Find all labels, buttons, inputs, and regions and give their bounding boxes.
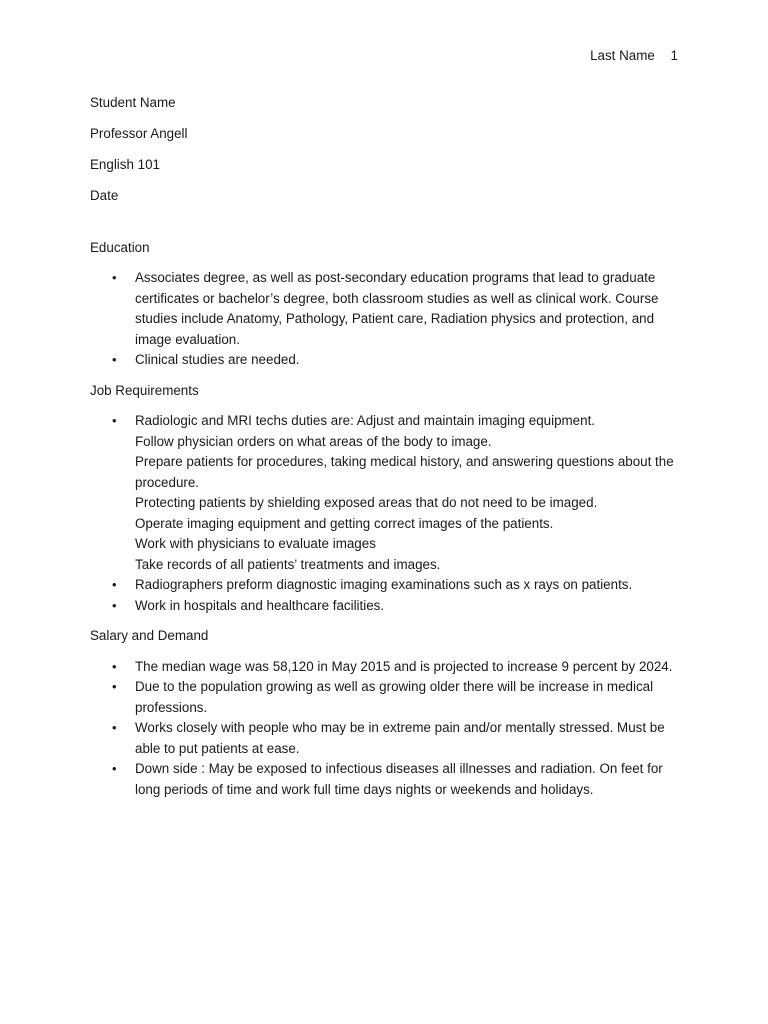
duty-line: Prepare patients for procedures, taking medical history, and answering questions about the procedure. xyxy=(135,454,674,490)
list-item-text: Clinical studies are needed. xyxy=(135,352,300,367)
duty-line: Take records of all patients’ treatments and images. xyxy=(135,556,441,572)
list-item xyxy=(90,350,680,371)
bullet-icon: • xyxy=(112,270,117,285)
list-item-text: The median wage was 58,120 in May 2015 and is projected to increase 9 percent by 2024. xyxy=(135,658,673,674)
student-name: Student Name xyxy=(90,95,176,110)
section-title-salary-demand: Salary and Demand xyxy=(90,628,209,643)
section-title-job-requirements: Job Requirements xyxy=(90,382,199,398)
job-requirements-list xyxy=(90,411,680,616)
duty-line: Work with physicians to evaluate images xyxy=(135,536,376,551)
section-title-education: Education xyxy=(90,239,150,255)
list-item xyxy=(90,657,680,678)
bullet-icon: • xyxy=(112,352,117,367)
bullet-icon: • xyxy=(112,658,117,674)
list-item xyxy=(90,411,680,575)
list-item xyxy=(90,596,680,617)
bullet-icon: • xyxy=(112,761,117,776)
document-body xyxy=(90,93,680,800)
duty-line: Radiologic and MRI techs duties are: Adjust and maintain imaging equipment. xyxy=(135,413,596,428)
professor-name: Professor Angell xyxy=(90,126,188,141)
duty-line: Protecting patients by shielding exposed areas that do not need to be imaged. xyxy=(135,495,598,510)
duty-line: Operate imaging equipment and getting correct images of the patients. xyxy=(135,515,554,531)
list-item xyxy=(90,575,680,596)
list-item-text: Down side : May be exposed to infectious diseases all illnesses and radiation. On feet for long periods of time and work full time days nights or weekends and holidays. xyxy=(135,761,663,797)
education-list xyxy=(90,268,680,371)
bullet-icon: • xyxy=(112,577,117,592)
bullet-icon: • xyxy=(112,720,117,735)
list-item-text: Work in hospitals and healthcare facilities. xyxy=(135,597,385,613)
blank-line xyxy=(90,207,680,238)
date-line: Date xyxy=(90,188,119,203)
salary-demand-list xyxy=(90,657,680,801)
list-item-text: Radiographers preform diagnostic imaging examinations such as x rays on patients. xyxy=(135,577,633,592)
header-last-name: Last Name xyxy=(590,48,655,63)
bullet-icon: • xyxy=(112,413,117,428)
course-name: English 101 xyxy=(90,157,160,172)
bullet-icon: • xyxy=(112,679,117,694)
duty-line: Follow physician orders on what areas of the body to image. xyxy=(135,433,492,449)
list-item xyxy=(90,677,680,718)
list-item xyxy=(90,268,680,350)
bullet-icon: • xyxy=(112,597,117,613)
page-header xyxy=(590,47,678,65)
list-item-text: Works closely with people who may be in extreme pain and/or mentally stressed. Must be able to put patients at ease. xyxy=(135,720,665,756)
list-item-text: Due to the population growing as well as growing older there will be increase in medical professions. xyxy=(135,679,654,715)
list-item-text: Associates degree, as well as post-secondary education programs that lead to graduate certificates or bachelor’s degree, both classroom studies as well as clinical work. Course studies include Anatomy, Pathology, Patient care, Radiation physics and protection, and image evaluation. xyxy=(135,270,659,347)
list-item xyxy=(90,718,680,759)
list-item xyxy=(90,759,680,800)
header-page-number: 1 xyxy=(670,48,678,63)
